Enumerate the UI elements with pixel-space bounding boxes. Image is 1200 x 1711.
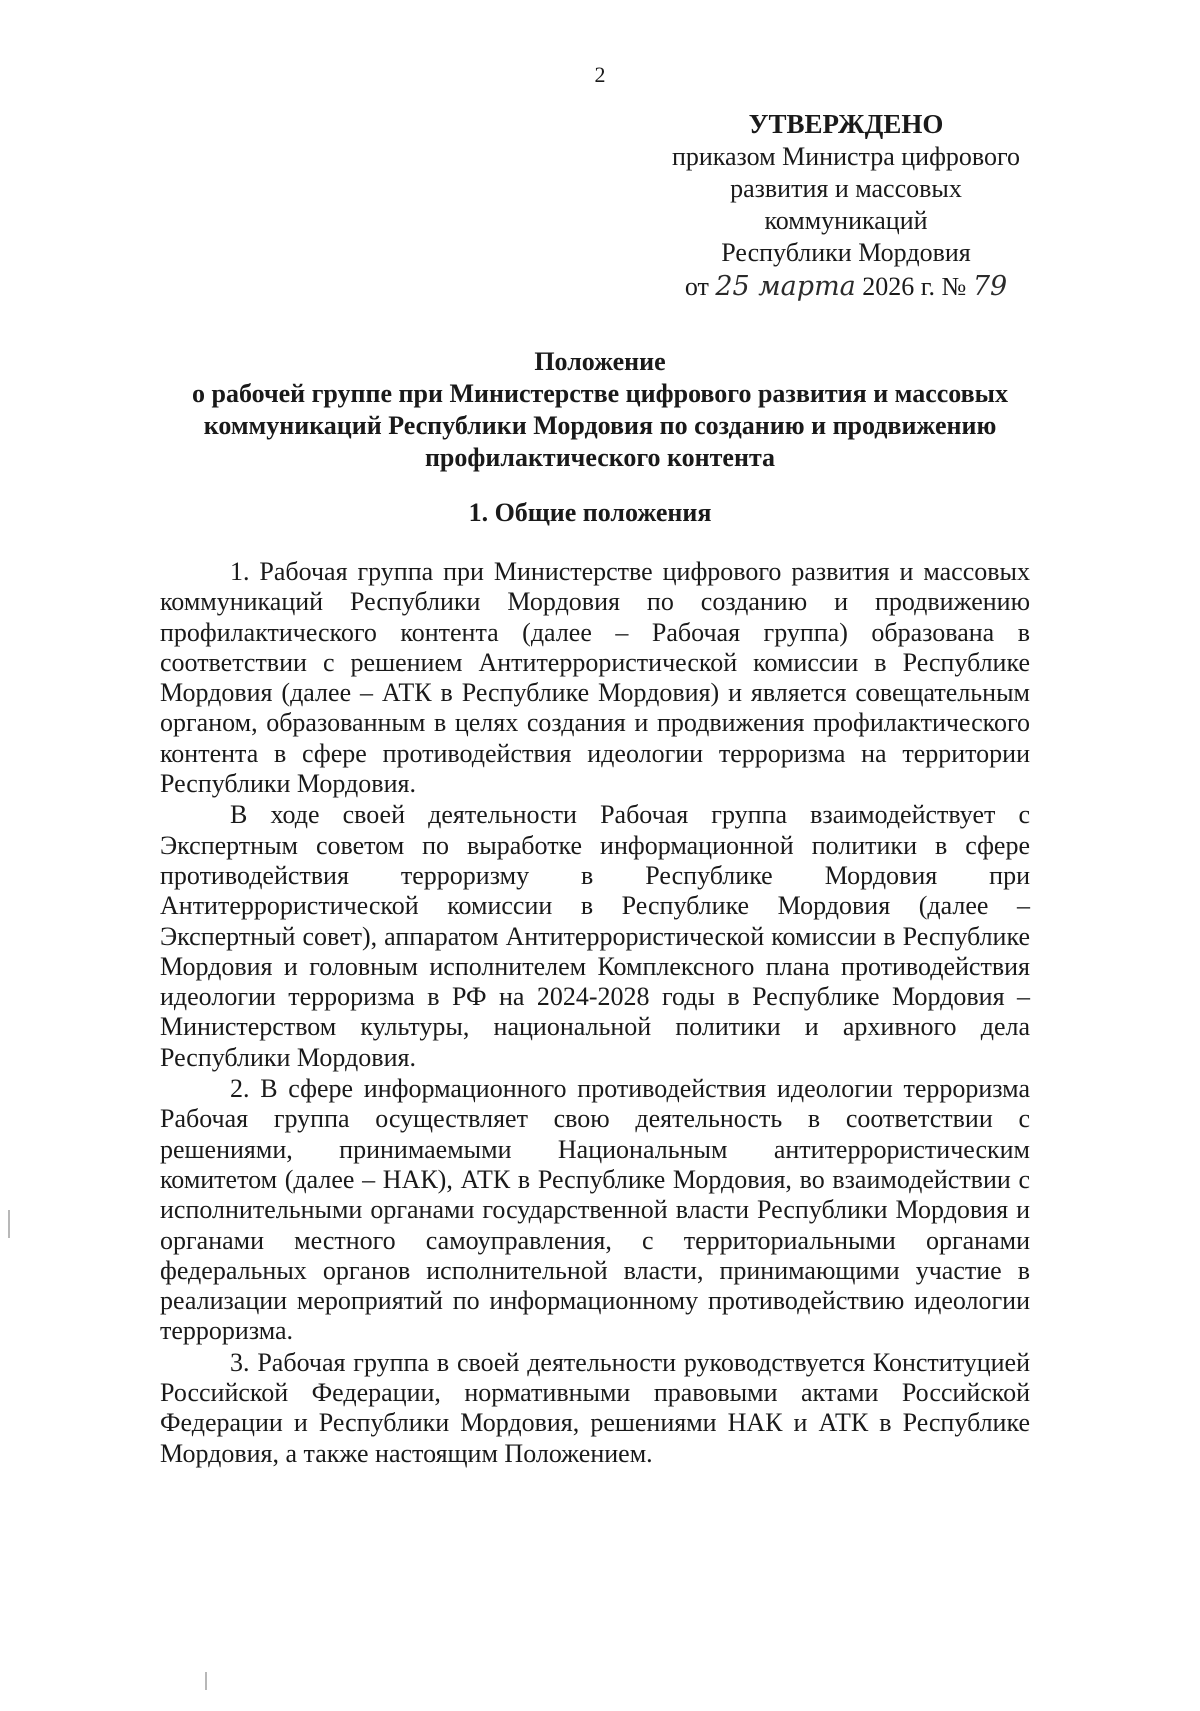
document-body xyxy=(160,557,1030,1470)
approval-block xyxy=(656,108,1036,303)
body-paragraph: 3. Рабочая группа в своей деятельности руководствуется Конституцией Российской Федерации, нормативными правовыми актами Российской Федерации и Республики Мордовия, решениями НАК и АТК в Республике Мордовия, а также настоящим Положением. xyxy=(160,1347,1030,1468)
document-title-line: Положение xyxy=(534,347,666,376)
order-year: 2026 г. № xyxy=(862,272,967,301)
scan-artifact xyxy=(205,1672,207,1690)
scan-artifact xyxy=(8,1210,10,1238)
approval-line: коммуникаций xyxy=(764,206,928,235)
approval-date-line xyxy=(656,271,1036,303)
handwritten-date: 25 марта xyxy=(715,271,856,302)
page-number: 2 xyxy=(594,62,606,87)
section-heading: 1. Общие положения xyxy=(468,498,712,527)
document-title-line: коммуникаций Республики Мордовия по созданию и продвижению xyxy=(203,411,997,440)
body-paragraph: 2. В сфере информационного противодействия идеологии терроризма Рабочая группа осуществляет свою деятельность в соответствии с решениями, принимаемыми Национальным антитеррористическим комитетом (далее – НАК), АТК в Республике Мордовия, во взаимодействии с исполнительными органами государственной власти Республики Мордовия и органами местного самоуправления, с территориальными органами федеральных органов исполнительной власти, принимающими участие в реализации мероприятий по информационному противодействию идеологии терроризма. xyxy=(160,1074,1030,1346)
approval-line: Республики Мордовия xyxy=(721,238,971,267)
handwritten-order-number: 79 xyxy=(972,271,1008,302)
date-prefix: от xyxy=(684,272,709,301)
document-title-line: о рабочей группе при Министерстве цифрового развития и массовых xyxy=(192,379,1008,408)
document-title-line: профилактического контента xyxy=(424,443,776,472)
approval-line: развития и массовых xyxy=(730,174,962,203)
document-title xyxy=(150,346,1050,474)
body-paragraph: 1. Рабочая группа при Министерстве цифрового развития и массовых коммуникаций Республики Мордовия по созданию и продвижению профилактического контента (далее – Рабочая группа) образована в соответствии с решением Антитеррористической комиссии в Республике Мордовия (далее – АТК в Республике Мордовия) и является совещательным органом, образованным в целях создания и продвижения профилактического контента в сфере противодействия идеологии терроризма на территории Республики Мордовия. xyxy=(160,557,1030,799)
approval-line: приказом Министра цифрового xyxy=(671,142,1021,171)
approval-title: УТВЕРЖДЕНО xyxy=(748,109,944,139)
body-paragraph: В ходе своей деятельности Рабочая группа взаимодействует с Экспертным советом по выработке информационной политики в сфере противодействия терроризму в Республике Мордовия при Антитеррористической комиссии в Республике Мордовия (далее – Экспертный совет), аппаратом Антитеррористической комиссии в Республике Мордовия и головным исполнителем Комплексного плана противодействия идеологии терроризма в РФ на 2024-2028 годы в Республике Мордовия – Министерством культуры, национальной политики и архивного дела Республики Мордовия. xyxy=(160,800,1030,1072)
